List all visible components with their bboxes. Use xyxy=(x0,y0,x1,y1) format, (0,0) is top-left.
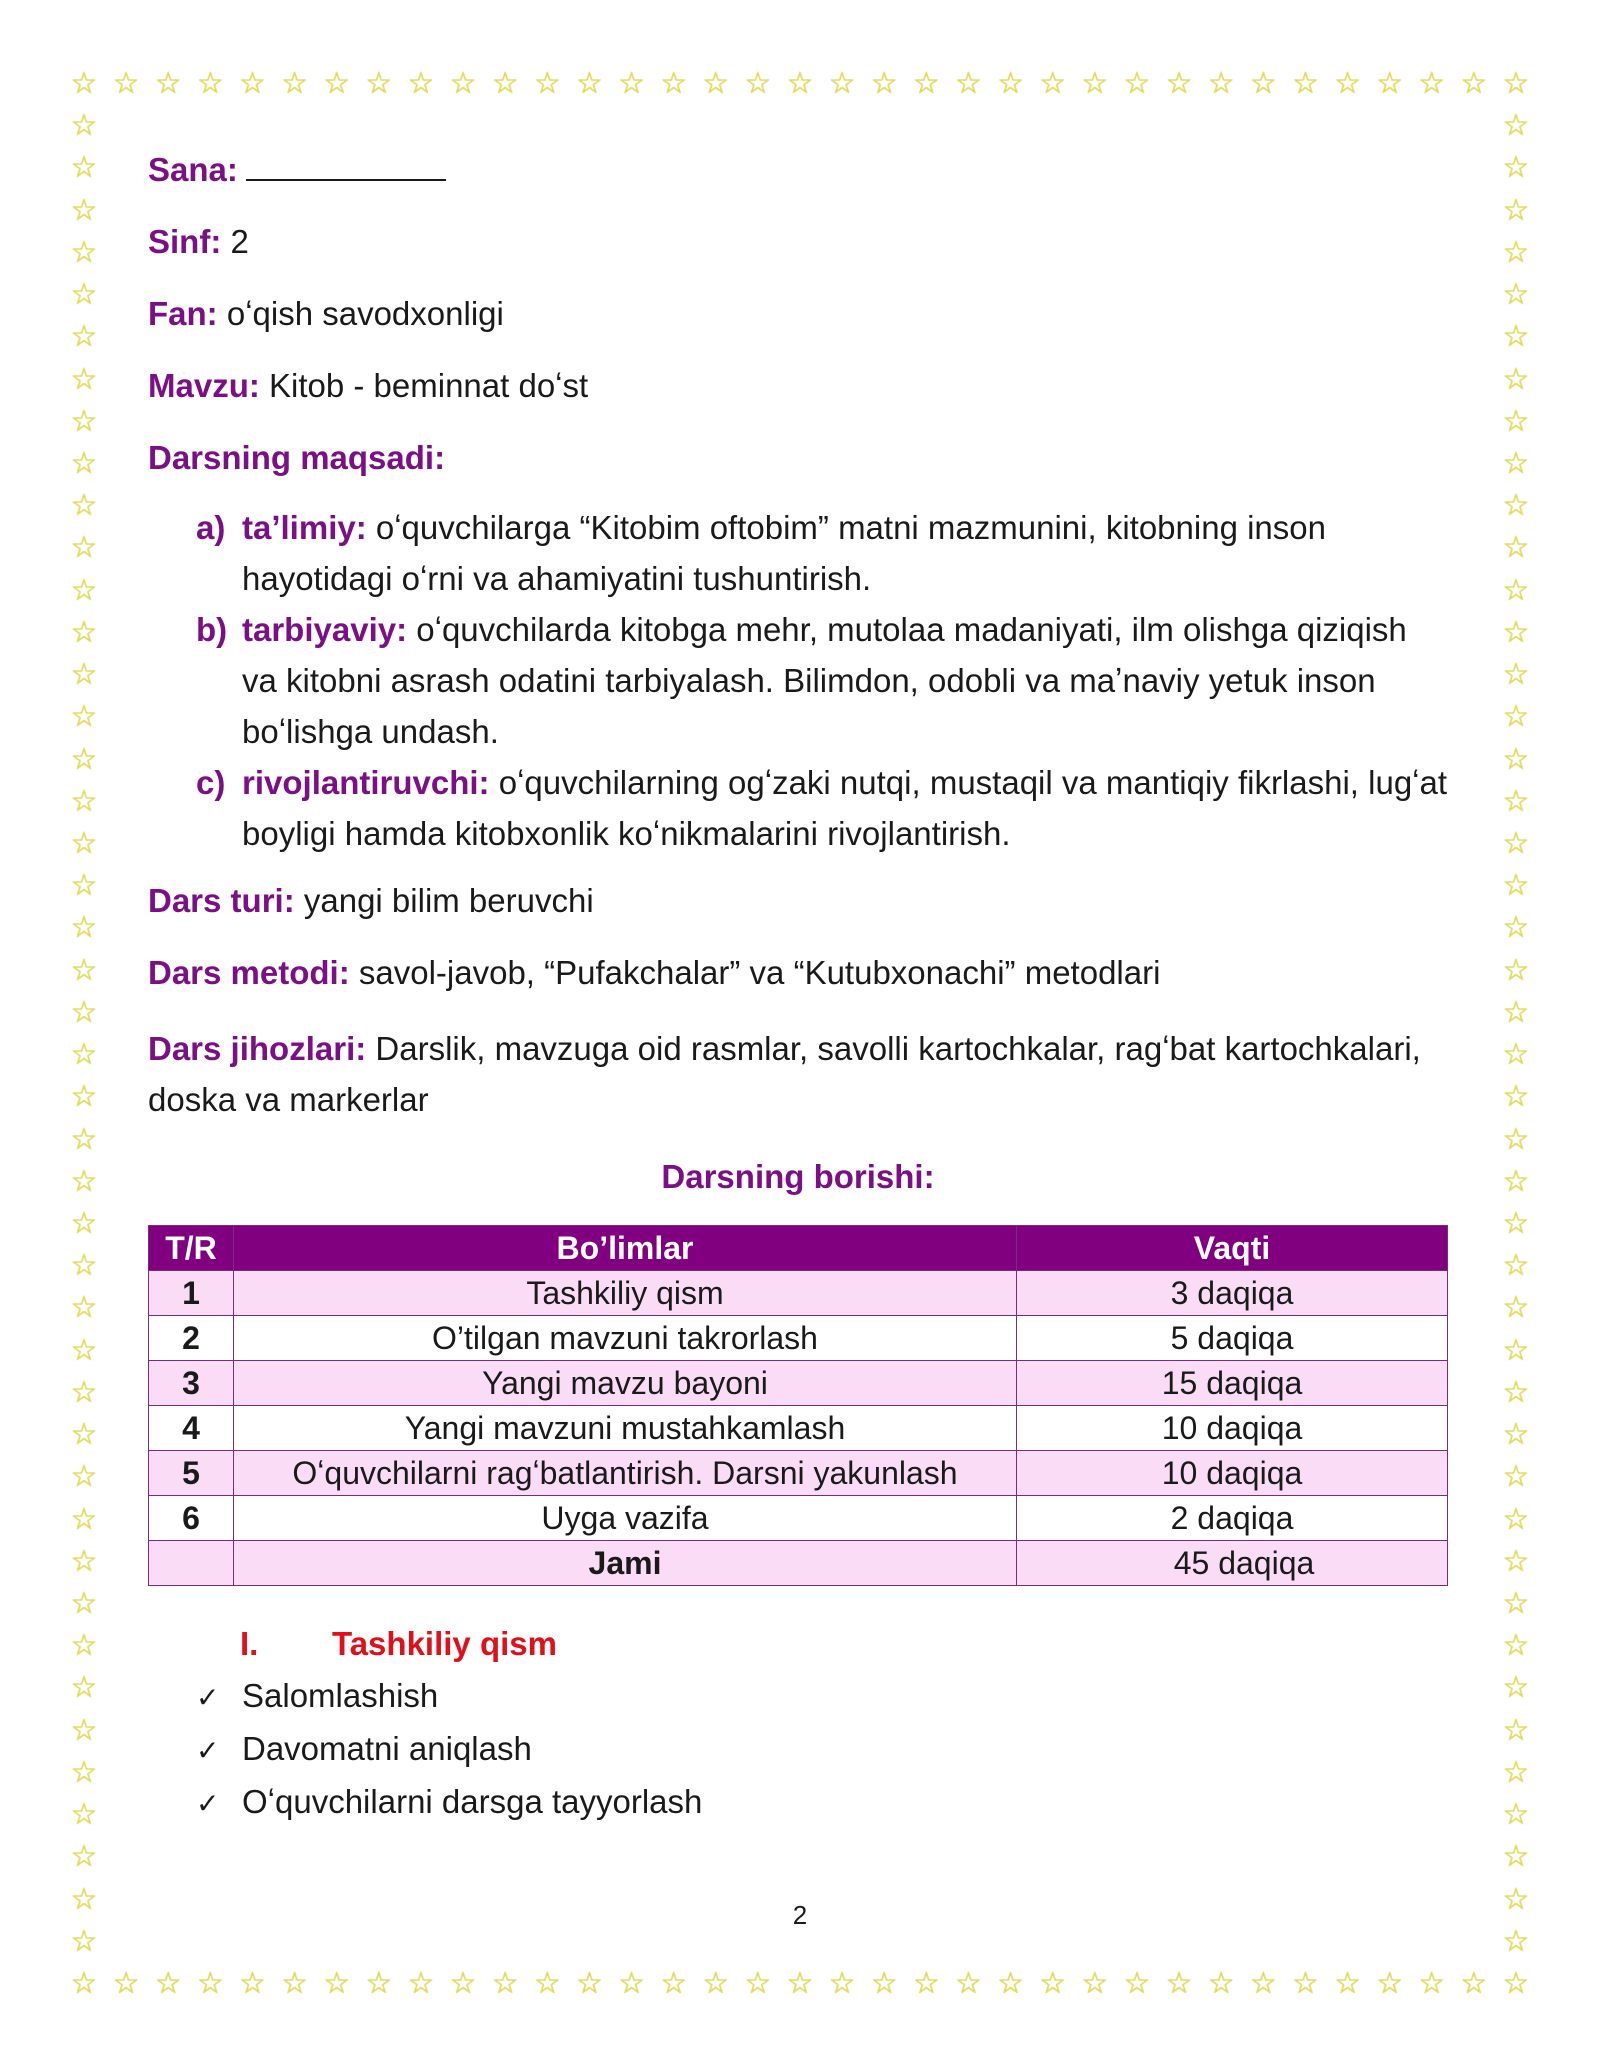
star-icon: ☆ xyxy=(281,66,309,101)
table-row xyxy=(149,1496,1448,1541)
star-icon: ☆ xyxy=(154,66,182,101)
goals-list xyxy=(148,502,1448,859)
star-icon: ☆ xyxy=(365,1966,393,2001)
row-section: Oʻquvchilarni ragʻbatlantirish. Darsni yakunlash xyxy=(234,1451,1017,1496)
star-icon: ☆ xyxy=(1502,361,1530,397)
star-icon: ☆ xyxy=(1502,234,1530,270)
star-icon: ☆ xyxy=(744,1966,772,2001)
star-icon: ☆ xyxy=(1123,1966,1151,2001)
star-icon: ☆ xyxy=(1291,1966,1319,2001)
goal-item xyxy=(196,604,1448,757)
lesson-equipment-label: Dars jihozlari: xyxy=(148,1030,367,1067)
star-icon: ☆ xyxy=(1334,1966,1361,2001)
star-icon: ☆ xyxy=(1502,1501,1530,1537)
star-icon: ☆ xyxy=(1460,1966,1488,2001)
goal-item xyxy=(196,757,1448,859)
subject-value: oʻqish savodxonligi xyxy=(217,295,504,332)
lesson-flow-table xyxy=(148,1225,1448,1586)
topic-value: Kitob - beminnat doʻst xyxy=(259,367,589,404)
star-icon: ☆ xyxy=(70,614,98,650)
star-icon: ☆ xyxy=(1502,1670,1530,1706)
star-icon: ☆ xyxy=(70,1417,98,1453)
star-icon: ☆ xyxy=(1081,1966,1109,2001)
star-icon: ☆ xyxy=(1502,1459,1530,1495)
list-item xyxy=(196,1723,1448,1776)
star-icon: ☆ xyxy=(786,1966,814,2001)
row-number: 4 xyxy=(149,1406,234,1451)
star-icon: ☆ xyxy=(1460,66,1488,101)
star-icon: ☆ xyxy=(70,1459,98,1495)
star-icon: ☆ xyxy=(407,66,435,101)
star-icon: ☆ xyxy=(70,1248,98,1284)
star-icon: ☆ xyxy=(1165,66,1193,101)
table-header-row xyxy=(149,1226,1448,1271)
star-icon: ☆ xyxy=(70,1712,98,1748)
star-icon: ☆ xyxy=(491,1966,519,2001)
star-icon: ☆ xyxy=(1502,1586,1530,1621)
col-header-time: Vaqti xyxy=(1017,1226,1448,1271)
star-icon: ☆ xyxy=(1418,1966,1446,2001)
star-icon: ☆ xyxy=(1502,277,1530,313)
star-icon: ☆ xyxy=(70,1628,98,1664)
goals-heading xyxy=(148,436,1448,480)
star-icon: ☆ xyxy=(70,1121,98,1157)
table-row xyxy=(149,1316,1448,1361)
row-section: Yangi mavzu bayoni xyxy=(234,1361,1017,1406)
star-icon: ☆ xyxy=(955,1966,982,2001)
star-icon: ☆ xyxy=(70,1543,98,1579)
star-icon: ☆ xyxy=(1502,66,1530,101)
class-field xyxy=(148,220,1448,264)
row-number: 3 xyxy=(149,1361,234,1406)
star-icon: ☆ xyxy=(1502,1121,1530,1157)
star-icon: ☆ xyxy=(1039,66,1067,101)
star-icon: ☆ xyxy=(1502,319,1530,355)
table-row xyxy=(149,1361,1448,1406)
row-time: 15 daqiqa xyxy=(1017,1361,1448,1406)
goal-text: oʻquvchilarga “Kitobim oftobim” matni mazmunini, kitobning inson hayotidagi oʻrni va ahamiyatini tushuntirish. xyxy=(242,509,1326,597)
star-icon: ☆ xyxy=(196,1966,224,2001)
star-icon: ☆ xyxy=(1502,1881,1530,1917)
goal-label: taʼlimiy: xyxy=(242,509,367,546)
table-row xyxy=(149,1271,1448,1316)
star-icon: ☆ xyxy=(70,1839,98,1875)
section-title: Tashkiliy qism xyxy=(332,1625,557,1662)
star-icon: ☆ xyxy=(1502,1206,1530,1241)
star-icon: ☆ xyxy=(1081,66,1109,101)
star-icon: ☆ xyxy=(1502,952,1530,988)
star-icon: ☆ xyxy=(1502,1754,1530,1790)
star-icon: ☆ xyxy=(70,783,98,819)
star-icon: ☆ xyxy=(1502,1417,1530,1453)
star-icon: ☆ xyxy=(112,66,140,101)
star-icon: ☆ xyxy=(70,150,98,186)
star-icon: ☆ xyxy=(618,1966,645,2001)
page-number: 2 xyxy=(792,1900,808,1930)
star-icon: ☆ xyxy=(70,657,98,693)
star-icon: ☆ xyxy=(70,446,98,481)
checkmark-icon: ✓ xyxy=(196,1734,220,1767)
star-icon: ☆ xyxy=(449,66,477,101)
checkmark-icon: ✓ xyxy=(196,1681,220,1714)
star-icon: ☆ xyxy=(1502,403,1530,439)
star-icon: ☆ xyxy=(239,1966,266,2001)
star-icon: ☆ xyxy=(281,1966,309,2001)
star-icon: ☆ xyxy=(70,108,98,144)
star-icon: ☆ xyxy=(1502,1712,1530,1748)
star-icon: ☆ xyxy=(70,910,98,946)
star-icon: ☆ xyxy=(1207,1966,1235,2001)
row-section: O’tilgan mavzuni takrorlash xyxy=(234,1316,1017,1361)
goal-letter: a) xyxy=(196,509,226,546)
star-icon: ☆ xyxy=(70,530,98,566)
row-time: 3 daqiqa xyxy=(1017,1271,1448,1316)
table-total-row xyxy=(149,1541,1448,1586)
star-icon: ☆ xyxy=(1502,741,1530,777)
star-icon: ☆ xyxy=(70,192,98,228)
star-icon: ☆ xyxy=(912,66,940,101)
goal-text: oʻquvchilarda kitobga mehr, mutolaa madaniyati, ilm olishga qiziqish va kitobni asrash odatini tarbiyalash. Bilimdon, odobli va maʼnaviy yetuk inson boʻlishga undash. xyxy=(242,611,1407,750)
star-icon: ☆ xyxy=(70,1966,98,2001)
date-blank-line xyxy=(246,149,446,181)
star-icon: ☆ xyxy=(1502,1923,1530,1959)
star-icon: ☆ xyxy=(1502,783,1530,819)
row-number: 2 xyxy=(149,1316,234,1361)
date-label: Sana: xyxy=(148,151,238,188)
row-time: 5 daqiqa xyxy=(1017,1316,1448,1361)
row-number: 5 xyxy=(149,1451,234,1496)
star-icon: ☆ xyxy=(828,66,856,101)
star-icon: ☆ xyxy=(1502,868,1530,904)
subject-label: Fan: xyxy=(148,295,218,332)
star-icon: ☆ xyxy=(1376,66,1404,101)
star-icon: ☆ xyxy=(1502,150,1530,186)
star-icon: ☆ xyxy=(70,1923,98,1959)
star-icon: ☆ xyxy=(1502,572,1530,608)
star-icon: ☆ xyxy=(196,66,224,101)
star-icon: ☆ xyxy=(1502,1290,1530,1326)
section-heading xyxy=(240,1622,1448,1666)
star-icon: ☆ xyxy=(997,66,1025,101)
star-icon: ☆ xyxy=(1502,1797,1530,1833)
star-icon: ☆ xyxy=(239,66,266,101)
goal-letter: b) xyxy=(196,611,228,648)
star-icon: ☆ xyxy=(870,1966,898,2001)
star-icon: ☆ xyxy=(70,361,98,397)
total-label: Jami xyxy=(234,1541,1017,1586)
lesson-type-value: yangi bilim beruvchi xyxy=(294,882,594,919)
star-icon: ☆ xyxy=(870,66,898,101)
organizational-steps-list xyxy=(148,1670,1448,1829)
star-icon: ☆ xyxy=(70,1206,98,1241)
star-icon: ☆ xyxy=(1039,1966,1067,2001)
star-icon: ☆ xyxy=(70,826,98,861)
goal-item xyxy=(196,502,1448,604)
star-icon: ☆ xyxy=(70,1290,98,1326)
star-icon: ☆ xyxy=(744,66,772,101)
row-number: 1 xyxy=(149,1271,234,1316)
lesson-method-label: Dars metodi: xyxy=(148,954,350,991)
row-time: 2 daqiqa xyxy=(1017,1496,1448,1541)
lesson-type-label: Dars turi: xyxy=(148,882,295,919)
topic-field xyxy=(148,364,1448,408)
star-icon: ☆ xyxy=(786,66,814,101)
list-item-text: Oʻquvchilarni darsga tayyorlash xyxy=(242,1783,703,1820)
list-item xyxy=(196,1670,1448,1723)
star-icon: ☆ xyxy=(365,66,393,101)
star-icon: ☆ xyxy=(660,66,688,101)
table-title: Darsning borishi: xyxy=(661,1158,935,1195)
star-icon: ☆ xyxy=(575,66,603,101)
star-icon: ☆ xyxy=(1502,910,1530,946)
topic-label: Mavzu: xyxy=(148,367,260,404)
star-icon: ☆ xyxy=(70,488,98,524)
section-roman-numeral: I. xyxy=(240,1625,259,1662)
star-icon: ☆ xyxy=(70,1079,98,1115)
row-number: 6 xyxy=(149,1496,234,1541)
star-icon: ☆ xyxy=(702,66,730,101)
star-icon: ☆ xyxy=(407,1966,435,2001)
lesson-type-field xyxy=(148,879,1448,923)
lesson-plan-page xyxy=(148,148,1448,1829)
star-icon: ☆ xyxy=(702,1966,730,2001)
star-icon: ☆ xyxy=(1502,1966,1530,2001)
list-item-text: Salomlashish xyxy=(242,1677,439,1714)
lesson-method-value: savol-javob, “Pufakchalar” va “Kutubxonachi” metodlari xyxy=(349,954,1161,991)
star-icon: ☆ xyxy=(1502,530,1530,566)
star-icon: ☆ xyxy=(70,234,98,270)
star-icon: ☆ xyxy=(70,741,98,777)
star-icon: ☆ xyxy=(323,66,351,101)
star-icon: ☆ xyxy=(1123,66,1151,101)
star-icon: ☆ xyxy=(449,1966,477,2001)
total-value: 45 daqiqa xyxy=(1017,1541,1448,1586)
star-icon: ☆ xyxy=(1502,108,1530,144)
star-icon: ☆ xyxy=(1502,1037,1530,1073)
star-icon: ☆ xyxy=(70,1881,98,1917)
star-icon: ☆ xyxy=(1291,66,1319,101)
row-time: 10 daqiqa xyxy=(1017,1451,1448,1496)
star-icon: ☆ xyxy=(1502,1628,1530,1664)
star-icon: ☆ xyxy=(1502,657,1530,693)
goal-text: oʻquvchilarning ogʻzaki nutqi, mustaqil va mantiqiy fikrlashi, lugʻat boyligi hamda kitobxonlik koʻnikmalarini rivojlantirish. xyxy=(242,764,1448,852)
row-section: Yangi mavzuni mustahkamlash xyxy=(234,1406,1017,1451)
star-icon: ☆ xyxy=(533,1966,561,2001)
row-time: 10 daqiqa xyxy=(1017,1406,1448,1451)
star-icon: ☆ xyxy=(70,868,98,904)
star-icon: ☆ xyxy=(70,319,98,355)
star-icon: ☆ xyxy=(323,1966,351,2001)
lesson-equipment-field xyxy=(148,1023,1448,1125)
star-icon: ☆ xyxy=(70,1754,98,1790)
star-icon: ☆ xyxy=(491,66,519,101)
star-icon: ☆ xyxy=(1502,192,1530,228)
star-icon: ☆ xyxy=(912,1966,940,2001)
list-item-text: Davomatni aniqlash xyxy=(242,1730,532,1767)
star-icon: ☆ xyxy=(70,572,98,608)
star-icon: ☆ xyxy=(1502,1163,1530,1199)
star-icon: ☆ xyxy=(70,1374,98,1410)
row-section: Uyga vazifa xyxy=(234,1496,1017,1541)
star-icon: ☆ xyxy=(660,1966,688,2001)
star-icon: ☆ xyxy=(1249,1966,1277,2001)
star-icon: ☆ xyxy=(1502,994,1530,1030)
list-item xyxy=(196,1776,1448,1829)
star-icon: ☆ xyxy=(1502,1543,1530,1579)
col-header-number: T/R xyxy=(149,1226,234,1271)
star-icon: ☆ xyxy=(70,66,98,101)
goals-label: Darsning maqsadi: xyxy=(148,439,446,476)
row-section: Tashkiliy qism xyxy=(234,1271,1017,1316)
class-label: Sinf: xyxy=(148,223,222,260)
star-icon: ☆ xyxy=(955,66,982,101)
total-number-cell xyxy=(149,1541,234,1586)
star-icon: ☆ xyxy=(70,277,98,313)
star-icon: ☆ xyxy=(997,1966,1025,2001)
star-icon: ☆ xyxy=(70,403,98,439)
star-icon: ☆ xyxy=(828,1966,856,2001)
checkmark-icon: ✓ xyxy=(196,1787,220,1820)
star-icon: ☆ xyxy=(1502,1332,1530,1368)
star-icon: ☆ xyxy=(1502,1248,1530,1284)
subject-field xyxy=(148,292,1448,336)
star-icon: ☆ xyxy=(1502,1374,1530,1410)
star-icon: ☆ xyxy=(70,1586,98,1621)
star-icon: ☆ xyxy=(1165,1966,1193,2001)
goal-label: rivojlantiruvchi: xyxy=(242,764,490,801)
lesson-method-field xyxy=(148,951,1448,995)
star-icon: ☆ xyxy=(70,1501,98,1537)
star-icon: ☆ xyxy=(112,1966,140,2001)
star-icon: ☆ xyxy=(70,1332,98,1368)
star-icon: ☆ xyxy=(575,1966,603,2001)
star-icon: ☆ xyxy=(1334,66,1361,101)
lesson-equipment-value: Darslik, mavzuga oid rasmlar, savolli kartochkalar, ragʻbat kartochkalari, doska va markerlar xyxy=(148,1030,1421,1118)
star-icon: ☆ xyxy=(70,1163,98,1199)
star-icon: ☆ xyxy=(1502,446,1530,481)
col-header-sections: Bo’limlar xyxy=(234,1226,1017,1271)
table-row xyxy=(149,1406,1448,1451)
star-icon: ☆ xyxy=(618,66,645,101)
date-field xyxy=(148,148,1448,192)
star-icon: ☆ xyxy=(154,1966,182,2001)
star-icon: ☆ xyxy=(1502,1079,1530,1115)
star-icon: ☆ xyxy=(1502,1839,1530,1875)
table-row xyxy=(149,1451,1448,1496)
goal-letter: c) xyxy=(196,764,226,801)
star-icon: ☆ xyxy=(1249,66,1277,101)
star-icon: ☆ xyxy=(1418,66,1446,101)
star-icon: ☆ xyxy=(70,1797,98,1833)
star-icon: ☆ xyxy=(1502,488,1530,524)
star-icon: ☆ xyxy=(70,994,98,1030)
class-value: 2 xyxy=(221,223,249,260)
star-icon: ☆ xyxy=(70,1670,98,1706)
goal-label: tarbiyaviy: xyxy=(242,611,408,648)
star-icon: ☆ xyxy=(1502,614,1530,650)
star-icon: ☆ xyxy=(1502,699,1530,735)
star-icon: ☆ xyxy=(1502,826,1530,861)
star-icon: ☆ xyxy=(70,1037,98,1073)
star-icon: ☆ xyxy=(1207,66,1235,101)
star-icon: ☆ xyxy=(1376,1966,1404,2001)
star-icon: ☆ xyxy=(533,66,561,101)
star-icon: ☆ xyxy=(70,699,98,735)
star-icon: ☆ xyxy=(70,952,98,988)
